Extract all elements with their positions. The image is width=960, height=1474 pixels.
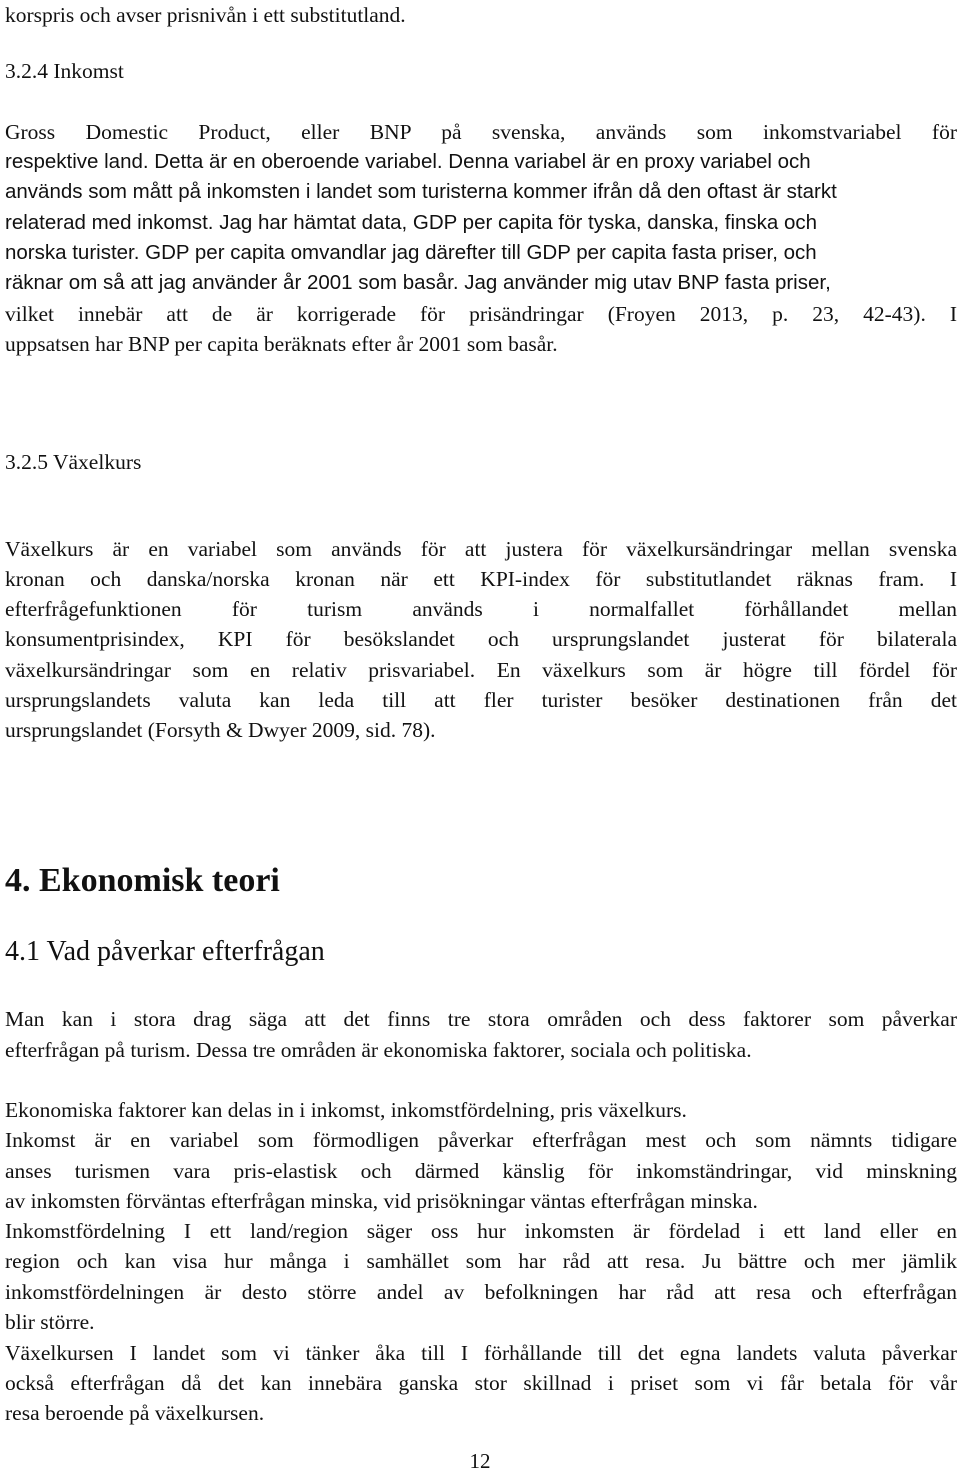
paragraph-line: växelkursändringar som en relativ prisvariabel. En växelkurs som är högre till fördel för xyxy=(5,658,957,682)
paragraph-line: Gross Domestic Product, eller BNP på svenska, används som inkomstvariabel för xyxy=(5,120,957,144)
paragraph-line: anses turismen vara pris-elastisk och därmed känslig för inkomständringar, vid minskning xyxy=(5,1159,957,1183)
paragraph-line: ursprungslandets valuta kan leda till att fler turister besöker destinationen från det xyxy=(5,688,957,712)
paragraph-line: Växelkurs är en variabel som används för att justera för växelkursändringar mellan svenska xyxy=(5,537,957,561)
paragraph-line: räknar om så att jag använder år 2001 som basår. Jag använder mig utav BNP fasta priser, xyxy=(5,271,831,294)
paragraph-line: efterfrågan på turism. Dessa tre områden är ekonomiska faktorer, sociala och politiska. xyxy=(5,1038,752,1062)
paragraph-line: efterfrågefunktionen för turism används i normalfallet förhållandet mellan xyxy=(5,597,957,621)
paragraph-line: används som mått på inkomsten i landet som turisterna kommer ifrån då den oftast är starkt xyxy=(5,180,837,203)
paragraph-line: norska turister. GDP per capita omvandlar jag därefter till GDP per capita fasta priser, och xyxy=(5,241,817,264)
paragraph-line: respektive land. Detta är en oberoende variabel. Denna variabel är en proxy variabel och xyxy=(5,150,811,173)
paragraph-line: blir större. xyxy=(5,1310,95,1334)
paragraph-line: Inkomst är en variabel som förmodligen påverkar efterfrågan mest och som nämnts tidigare xyxy=(5,1128,957,1152)
chapter-heading: 4. Ekonomisk teori xyxy=(5,862,280,899)
page-number: 12 xyxy=(469,1449,491,1473)
paragraph-line: kronan och danska/norska kronan när ett KPI-index för substitutlandet räknas fram. I xyxy=(5,567,957,591)
paragraph-line: också efterfrågan då det kan innebära ganska stor skillnad i priset som vi får betala för vår xyxy=(5,1371,957,1395)
paragraph-line: av inkomsten förväntas efterfrågan minska, vid prisökningar väntas efterfrågan minska. xyxy=(5,1189,758,1213)
section-4-1-heading: 4.1 Vad påverkar efterfrågan xyxy=(5,936,325,967)
paragraph-line: vilket innebär att de är korrigerade för prisändringar (Froyen 2013, p. 23, 42-43). I xyxy=(5,302,957,326)
top-text-line: korspris och avser prisnivån i ett substitutland. xyxy=(5,3,406,27)
paragraph-line: resa beroende på växelkursen. xyxy=(5,1401,265,1425)
paragraph-line: uppsatsen har BNP per capita beräknats efter år 2001 som basår. xyxy=(5,332,558,356)
paragraph-line: inkomstfördelningen är desto större andel av befolkningen har råd att resa och efterfrågan xyxy=(5,1280,957,1304)
paragraph-line: Inkomstfördelning I ett land/region säger oss hur inkomsten är fördelad i ett land eller en xyxy=(5,1219,957,1243)
paragraph-line: ursprungslandet (Forsyth & Dwyer 2009, sid. 78). xyxy=(5,718,436,742)
paragraph-line: Man kan i stora drag säga att det finns tre stora områden och dess faktorer som påverkar xyxy=(5,1007,957,1031)
paragraph-line: Växelkursen I landet som vi tänker åka till I förhållande till det egna landets valuta påverkar xyxy=(5,1341,957,1365)
section-3-2-4-heading: 3.2.4 Inkomst xyxy=(5,59,124,83)
paragraph-line: Ekonomiska faktorer kan delas in i inkomst, inkomstfördelning, pris växelkurs. xyxy=(5,1098,687,1122)
paragraph-line: konsumentprisindex, KPI för besökslandet och ursprungslandet justerat för bilaterala xyxy=(5,627,957,651)
paragraph-line: region och kan visa hur många i samhället som har råd att resa. Ju bättre och mer jämlik xyxy=(5,1249,957,1273)
paragraph-line: relaterad med inkomst. Jag har hämtat data, GDP per capita för tyska, danska, finska och xyxy=(5,211,818,234)
section-3-2-5-heading: 3.2.5 Växelkurs xyxy=(5,450,142,474)
